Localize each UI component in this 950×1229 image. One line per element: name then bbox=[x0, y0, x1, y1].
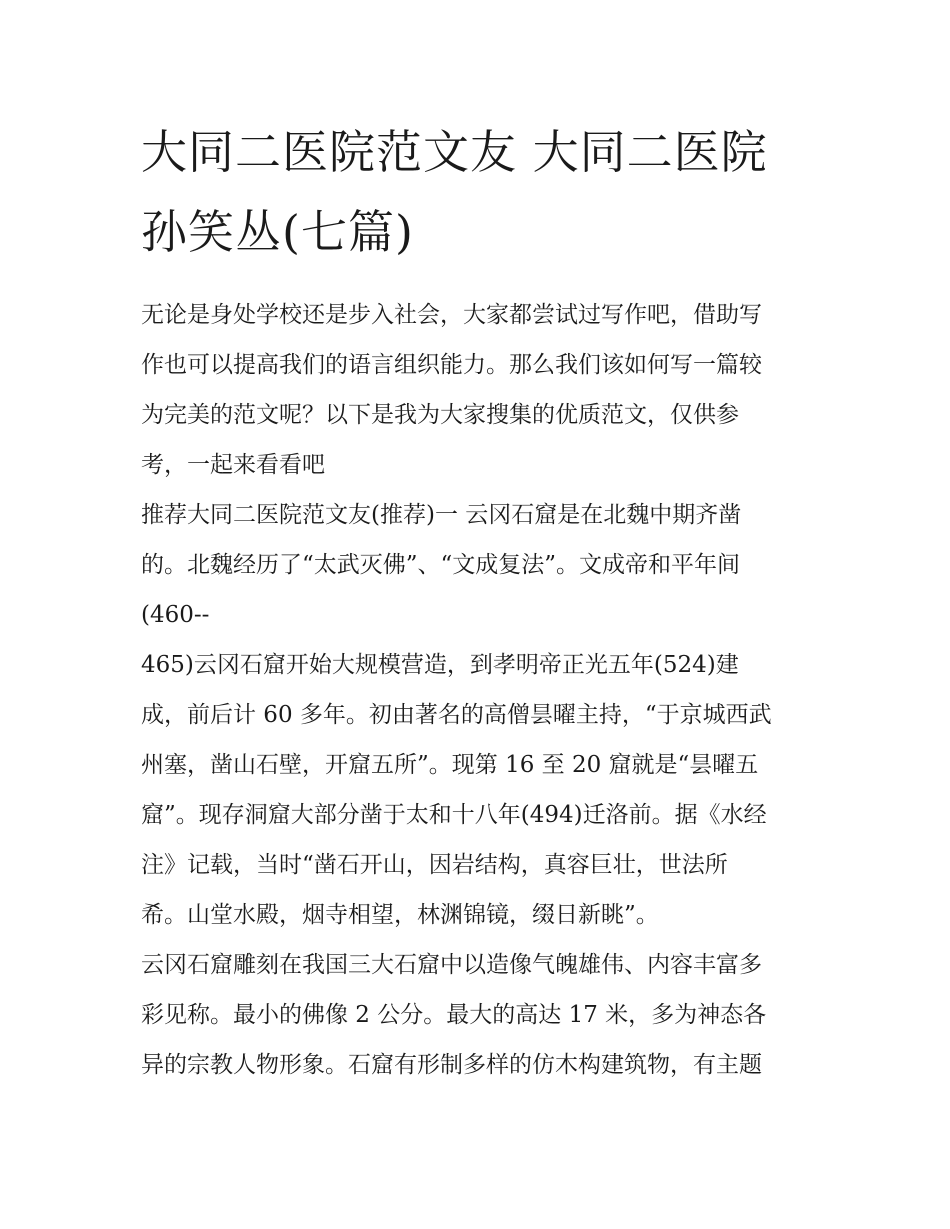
text-line: 465)云冈石窟开始大规模营造，到孝明帝正光五年(524)建 bbox=[141, 652, 739, 678]
title-line-2: 孙笑丛(七篇) bbox=[141, 205, 414, 259]
paragraph-yungang-history bbox=[141, 490, 813, 940]
text-line: 希。山堂水殿，烟寺相望，林渊锦镜，缀日新眺”。 bbox=[141, 902, 659, 928]
title-line-1: 大同二医院范文友 大同二医院 bbox=[141, 125, 768, 179]
document-body bbox=[141, 290, 813, 1090]
text-line: 彩见称。最小的佛像 2 公分。最大的高达 17 米，多为神态各 bbox=[141, 1002, 767, 1028]
paragraph-yungang-carvings bbox=[141, 940, 813, 1090]
text-line: 无论是身处学校还是步入社会，大家都尝试过写作吧，借助写 bbox=[141, 302, 762, 328]
document-page bbox=[141, 112, 813, 1090]
text-line: 注》记载，当时“凿石开山，因岩结构，真容巨壮，世法所 bbox=[141, 852, 728, 878]
text-line: 异的宗教人物形象。石窟有形制多样的仿木构建筑物，有主题 bbox=[141, 1052, 762, 1078]
text-line: 窟”。现存洞窟大部分凿于太和十八年(494)迁洛前。据《水经 bbox=[141, 802, 767, 828]
document-title bbox=[141, 112, 813, 272]
text-line: 推荐大同二医院范文友(推荐)一 云冈石窟是在北魏中期齐凿 bbox=[141, 502, 742, 528]
text-line: 作也可以提高我们的语言组织能力。那么我们该如何写一篇较 bbox=[141, 352, 762, 378]
text-line: 云冈石窟雕刻在我国三大石窟中以造像气魄雄伟、内容丰富多 bbox=[141, 952, 762, 978]
text-line: 州塞，凿山石壁，开窟五所”。现第 16 至 20 窟就是“昙曜五 bbox=[141, 752, 759, 778]
text-line: 成，前后计 60 多年。初由著名的高僧昙曜主持，“于京城西武 bbox=[141, 702, 772, 728]
paragraph-intro bbox=[141, 290, 813, 490]
text-line: 考，一起来看看吧 bbox=[141, 452, 325, 478]
text-line: 的。北魏经历了“太武灭佛”、“文成复法”。文成帝和平年间 bbox=[141, 552, 741, 578]
text-line: (460-- bbox=[141, 602, 210, 628]
text-line: 为完美的范文呢？以下是我为大家搜集的优质范文，仅供参 bbox=[141, 402, 739, 428]
